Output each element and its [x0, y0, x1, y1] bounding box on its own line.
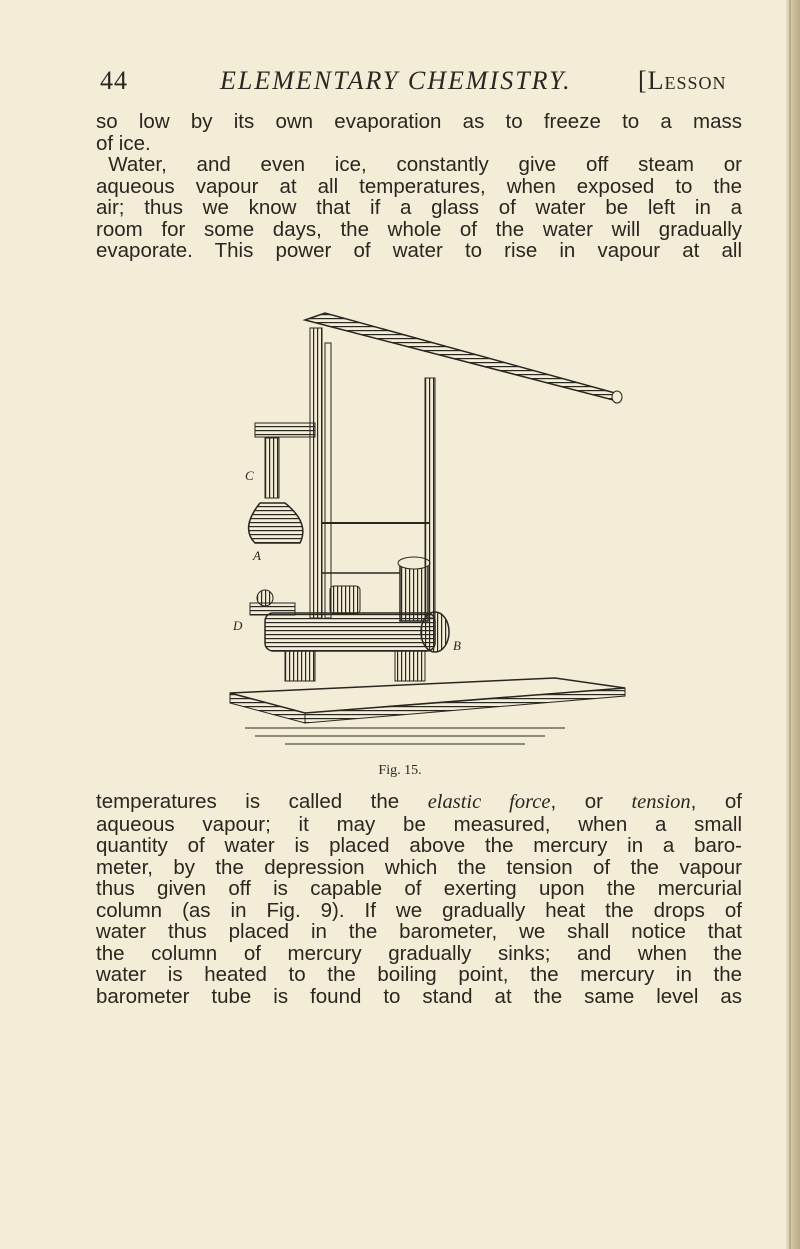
text-line [96, 791, 742, 814]
text-line: the column of mercury gradually sinks; and when the [96, 941, 742, 965]
text-run: , or [550, 790, 632, 813]
text-run: temperatures is called the [96, 790, 428, 813]
text-line: aqueous vapour; it may be measured, when a small [96, 812, 742, 836]
text-line: room for some days, the whole of the water will gradually [96, 217, 742, 241]
label-d: D [233, 618, 243, 633]
apparatus-illustration [225, 298, 635, 753]
page-edge-line [789, 0, 791, 1249]
term-elastic-force: elastic force [427, 791, 551, 813]
text-line: quantity of water is placed above the mercury in a baro- [96, 834, 742, 857]
figure-caption: Fig. 15. [378, 763, 422, 778]
section-label: [Lesson [638, 66, 727, 95]
text-line: meter, by the depression which the tension of the vapour [96, 855, 742, 879]
label-a: A [253, 548, 261, 563]
body-text-bottom [96, 791, 742, 1007]
text-line: air; thus we know that if a glass of water be left in a [96, 196, 742, 219]
label-b: B [453, 638, 461, 653]
text-line: evaporate. This power of water to rise in vapour at all [96, 239, 742, 262]
text-line: Water, and even ice, constantly give off steam or [108, 153, 742, 176]
figure-apparatus [225, 298, 635, 753]
text-line: water thus placed in the barometer, we shall notice that [96, 920, 742, 943]
text-line: of ice. [96, 131, 151, 155]
text-line: thus given off is capable of exerting upon the mercurial [96, 877, 742, 900]
text-line: column (as in Fig. 9). If we gradually heat the drops of [96, 898, 742, 922]
body-text-top [96, 111, 742, 262]
text-run: , of [690, 790, 742, 813]
book-title: ELEMENTARY CHEMISTRY. [220, 66, 572, 95]
running-header [100, 66, 740, 98]
label-c: C [245, 468, 254, 483]
text-line: aqueous vapour at all temperatures, when exposed to the [96, 174, 742, 198]
text-line: barometer tube is found to stand at the same level as [96, 984, 742, 1008]
text-line: so low by its own evaporation as to freeze to a mass [96, 110, 742, 133]
term-tension: tension [631, 791, 691, 813]
text-line: water is heated to the boiling point, the mercury in the [96, 963, 742, 986]
page-number: 44 [100, 66, 128, 95]
